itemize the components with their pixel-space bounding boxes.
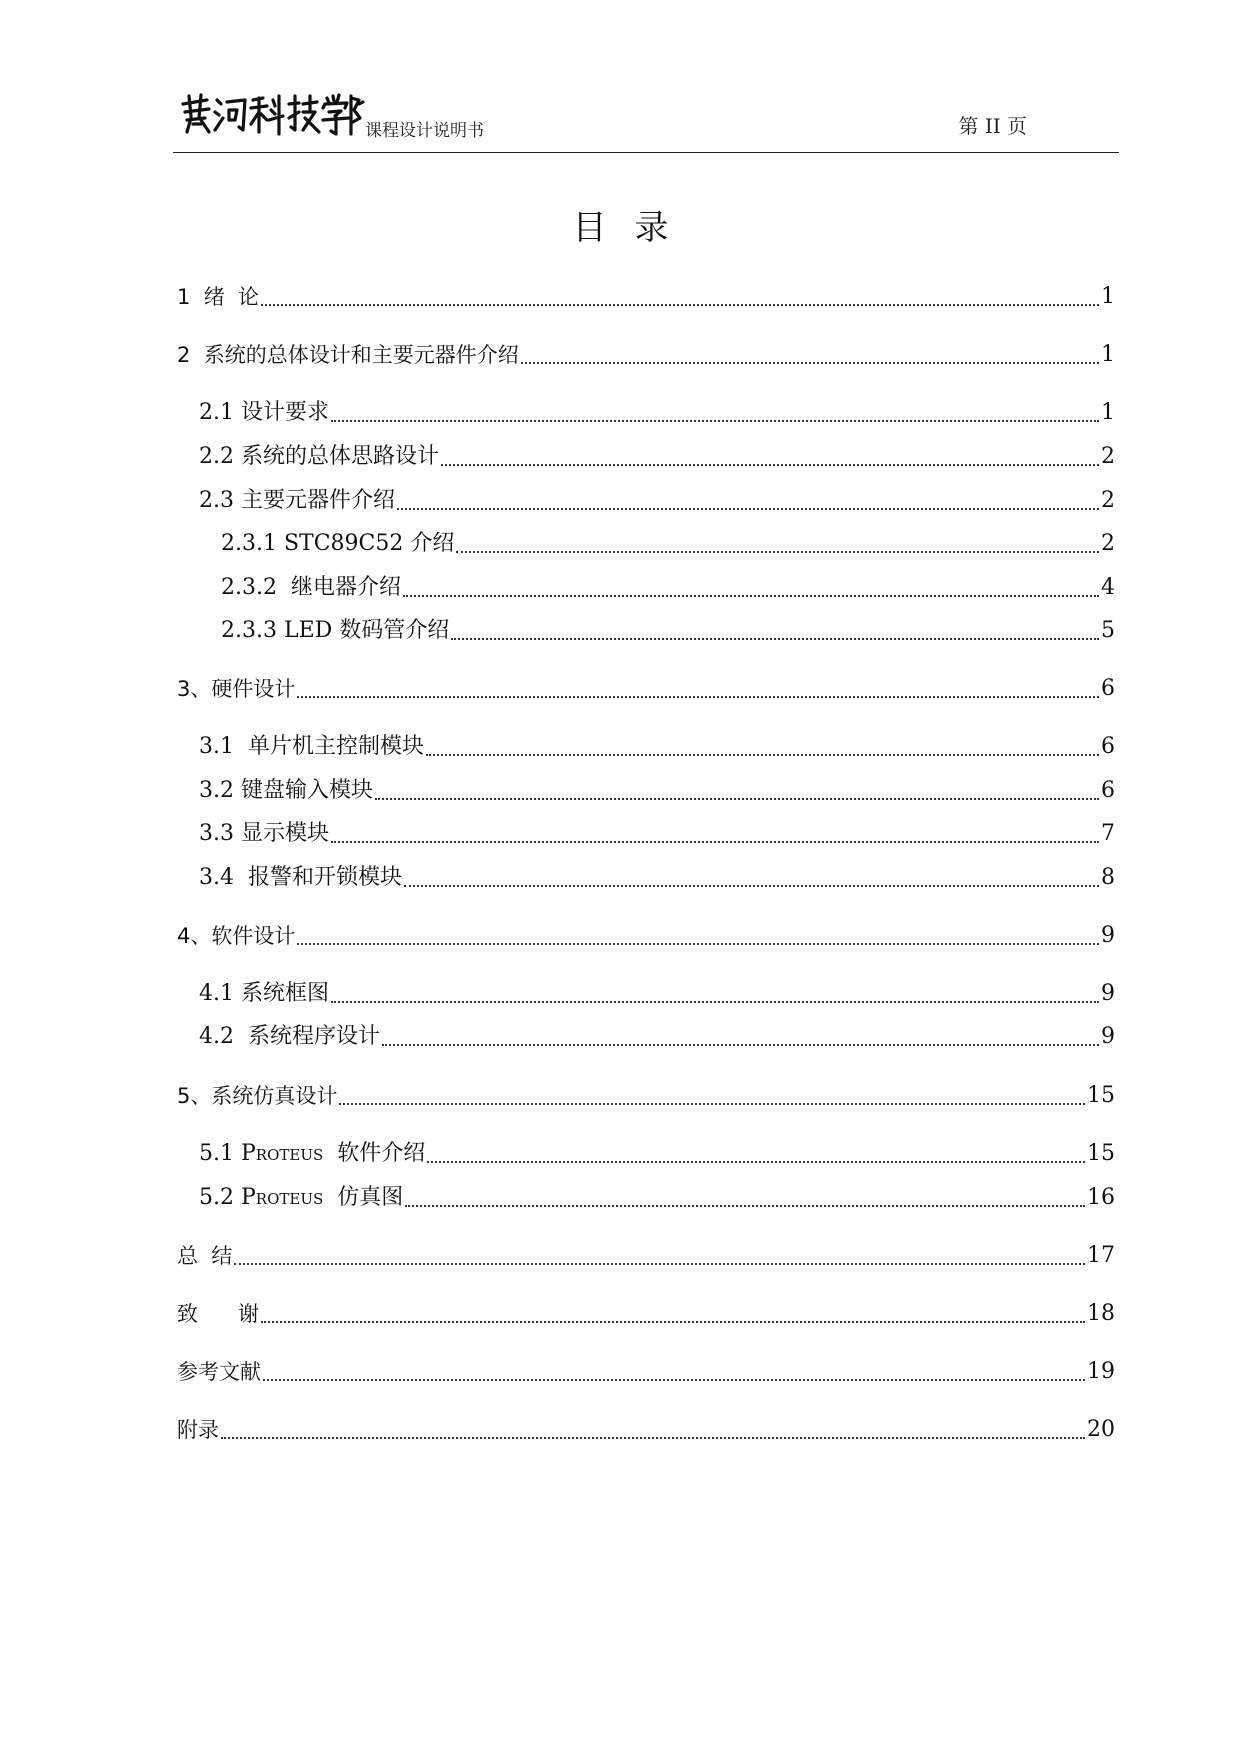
toc-entry[interactable] xyxy=(0,573,1241,603)
toc-entry-title: 1 绪 论 xyxy=(177,285,260,309)
toc-entry[interactable] xyxy=(0,979,1241,1009)
toc-entry[interactable] xyxy=(0,921,1241,951)
toc-dot-leader xyxy=(263,1379,1085,1381)
toc-dot-leader xyxy=(521,362,1099,364)
toc-dot-leader xyxy=(221,1437,1085,1439)
toc-entry[interactable] xyxy=(0,1241,1241,1271)
toc-entry-page: 2 xyxy=(1101,531,1115,556)
toc-entry-title: 4.2 系统程序设计 xyxy=(199,1024,380,1049)
toc-dot-leader xyxy=(405,1205,1085,1207)
toc-dot-leader xyxy=(451,638,1099,640)
toc-entry-title: 2 系统的总体设计和主要元器件介绍 xyxy=(177,343,519,367)
toc-entry[interactable] xyxy=(0,674,1241,704)
toc-entry-page: 9 xyxy=(1101,1024,1115,1049)
toc-dot-leader xyxy=(297,696,1099,698)
toc-entry[interactable] xyxy=(0,1183,1241,1213)
toc-entry-title: 5.2 Proteus 仿真图 xyxy=(199,1185,404,1210)
toc-entry-title: 参考文献 xyxy=(177,1360,261,1384)
toc-entry-page: 2 xyxy=(1101,488,1115,513)
toc-dot-leader xyxy=(427,1161,1085,1163)
toc-entry-page: 9 xyxy=(1101,923,1115,948)
toc-entry[interactable] xyxy=(0,1299,1241,1329)
toc-entry-page: 15 xyxy=(1087,1141,1115,1166)
toc-entry[interactable] xyxy=(0,1081,1241,1111)
toc-entry-page: 6 xyxy=(1101,734,1115,759)
toc-dot-leader xyxy=(331,1001,1099,1003)
toc-entry[interactable] xyxy=(0,1357,1241,1387)
toc-dot-leader xyxy=(375,798,1099,800)
toc-dot-leader xyxy=(404,885,1099,887)
toc-dot-leader xyxy=(403,595,1099,597)
toc-entry-title: 附录 xyxy=(177,1418,219,1442)
toc-entry[interactable] xyxy=(0,1022,1241,1052)
toc-entry[interactable] xyxy=(0,776,1241,806)
page-title: 目录 xyxy=(572,208,697,248)
toc-dot-leader xyxy=(261,304,1099,306)
toc-entry-title: 3.2 键盘输入模块 xyxy=(199,778,373,803)
toc-dot-leader xyxy=(261,1321,1085,1323)
toc-entry[interactable] xyxy=(0,616,1241,646)
toc-entry-title: 2.3.2 继电器介绍 xyxy=(221,575,401,600)
toc-entry-page: 5 xyxy=(1101,618,1115,643)
toc-entry-page: 17 xyxy=(1087,1243,1115,1268)
toc-entry[interactable] xyxy=(0,1139,1241,1169)
toc-dot-leader xyxy=(339,1103,1085,1105)
page-number-label: 第 II 页 xyxy=(958,114,1027,138)
toc-entry[interactable] xyxy=(0,819,1241,849)
toc-entry-page: 1 xyxy=(1101,400,1115,425)
toc-entry[interactable] xyxy=(0,1415,1241,1445)
toc-entry-page: 20 xyxy=(1087,1417,1115,1442)
toc-entry-title: 总 结 xyxy=(177,1244,233,1268)
toc-entry-title: 5、系统仿真设计 xyxy=(177,1084,338,1108)
toc-entry[interactable] xyxy=(0,732,1241,762)
toc-dot-leader xyxy=(426,754,1099,756)
toc-dot-leader xyxy=(234,1263,1085,1265)
toc-entry-title: 3、硬件设计 xyxy=(177,677,296,701)
toc-dot-leader xyxy=(397,508,1099,510)
toc-entry[interactable] xyxy=(0,398,1241,428)
toc-entry-title: 2.1 设计要求 xyxy=(199,400,329,425)
toc-entry-page: 15 xyxy=(1087,1083,1115,1108)
toc-entry[interactable] xyxy=(0,340,1241,370)
toc-entry-page: 8 xyxy=(1101,865,1115,890)
toc-entry-title: 5.1 Proteus 软件介绍 xyxy=(199,1141,426,1166)
toc-dot-leader xyxy=(331,420,1099,422)
toc-entry-title: 3.1 单片机主控制模块 xyxy=(199,734,424,759)
toc-entry[interactable] xyxy=(0,282,1241,312)
toc-entry-page: 9 xyxy=(1101,981,1115,1006)
toc-entry-page: 6 xyxy=(1101,676,1115,701)
toc-dot-leader xyxy=(382,1044,1099,1046)
toc-entry[interactable] xyxy=(0,529,1241,559)
toc-entry-page: 19 xyxy=(1087,1359,1115,1384)
document-type-label: 课程设计说明书 xyxy=(365,121,484,141)
toc-dot-leader xyxy=(297,943,1099,945)
toc-entry-title: 2.3 主要元器件介绍 xyxy=(199,488,395,513)
toc-dot-leader xyxy=(331,841,1099,843)
toc-entry-page: 18 xyxy=(1087,1301,1115,1326)
toc-entry[interactable] xyxy=(0,863,1241,893)
toc-entry-page: 16 xyxy=(1087,1185,1115,1210)
toc-entry-page: 2 xyxy=(1101,444,1115,469)
toc-entry-title: 4.1 系统框图 xyxy=(199,981,329,1006)
toc-entry-title: 2.2 系统的总体思路设计 xyxy=(199,444,439,469)
toc-dot-leader xyxy=(441,464,1099,466)
toc-entry-page: 4 xyxy=(1101,575,1115,600)
toc-entry-page: 6 xyxy=(1101,778,1115,803)
toc-entry[interactable] xyxy=(0,442,1241,472)
toc-entry-title: 4、软件设计 xyxy=(177,924,296,948)
toc-entry-title: 3.4 报警和开锁模块 xyxy=(199,865,402,890)
toc-dot-leader xyxy=(456,551,1099,553)
toc-entry-page: 1 xyxy=(1101,284,1115,309)
toc-entry-title: 致 谢 xyxy=(177,1302,260,1326)
toc-entry-title: 3.3 显示模块 xyxy=(199,821,329,846)
toc-entry-page: 7 xyxy=(1101,821,1115,846)
toc-entry-page: 1 xyxy=(1101,342,1115,367)
toc-entry[interactable] xyxy=(0,486,1241,516)
toc-entry-title: 2.3.3 LED 数码管介绍 xyxy=(221,618,450,643)
toc-entry-title: 2.3.1 STC89C52 介绍 xyxy=(221,531,455,556)
